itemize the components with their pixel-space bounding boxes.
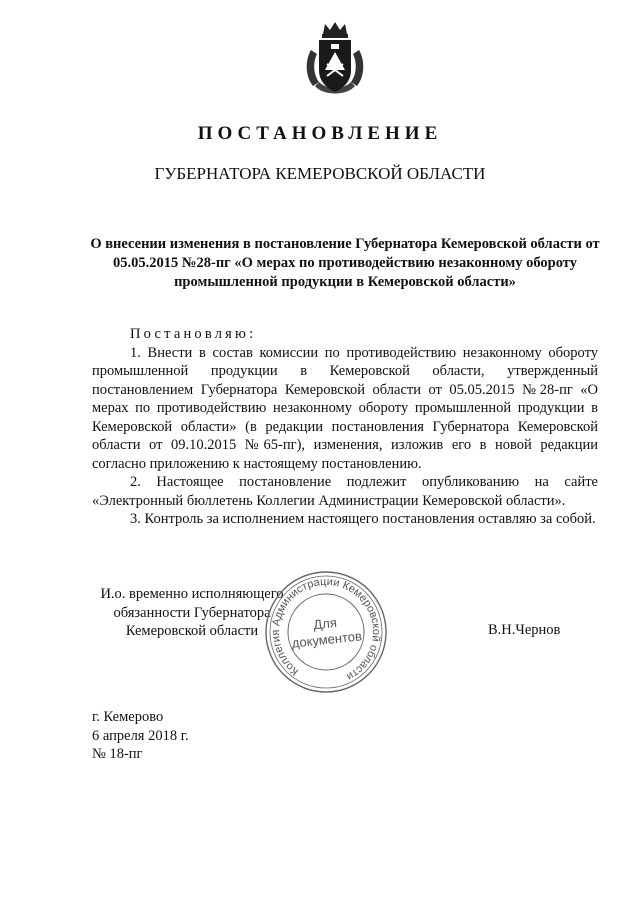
signatory-position-line1: И.о. временно исполняющего: [100, 586, 284, 602]
footer-city: г. Кемерово: [92, 709, 164, 725]
paragraph-3: 3. Контроль за исполнением настоящего постановления оставляю за собой.: [130, 511, 596, 527]
coat-of-arms-icon: [303, 20, 367, 100]
stamp-ring-text: Коллегия Администрации Кемеровской области: [269, 575, 383, 683]
paragraph-1: 1. Внести в состав комиссии по противодействию незаконному обороту промышленной продукции в Кемеровской области, утвержденный постановлением Губернатора Кемеровской области от 05.05.2015 №28-пг «О мерах по противодействию незаконному обороту промышленной продукции в Кемеровской области» (в редакции постановления Губернатора Кемеровской области от 09.10.2015 №65-пг), изменения, изложив его в новой редакции согласно приложению к настоящему постановлению.: [92, 344, 598, 472]
decree-word: Постановляю:: [130, 326, 257, 342]
stamp: [262, 568, 390, 696]
document-title: ПОСТАНОВЛЕНИЕ: [197, 123, 443, 144]
stamp-center-line1: Для: [312, 614, 338, 633]
document-footer: [92, 708, 189, 764]
stamp-center-line2: документов: [291, 628, 363, 651]
document-subtitle: ГУБЕРНАТОРА КЕМЕРОВСКОЙ ОБЛАСТИ: [154, 164, 486, 183]
document-heading: О внесении изменения в постановление Губернатора Кемеровской области от 05.05.2015 №28-пг «О мерах по противодействию незаконному обороту промышленной продукции в Кемеровской области»: [90, 236, 600, 290]
signatory-position-line2: обязанности Губернатора: [113, 604, 271, 621]
footer-number: № 18-пг: [92, 746, 143, 762]
document-body: [92, 325, 598, 529]
signatory-position-line3: Кемеровской области: [125, 623, 259, 639]
footer-date: 6 апреля 2018 г.: [92, 727, 189, 744]
signatory-name: В.Н.Чернов: [488, 622, 561, 638]
paragraph-2: 2. Настоящее постановление подлежит опубликованию на сайте «Электронный бюллетень Коллегии Администрации Кемеровской области».: [92, 474, 598, 509]
